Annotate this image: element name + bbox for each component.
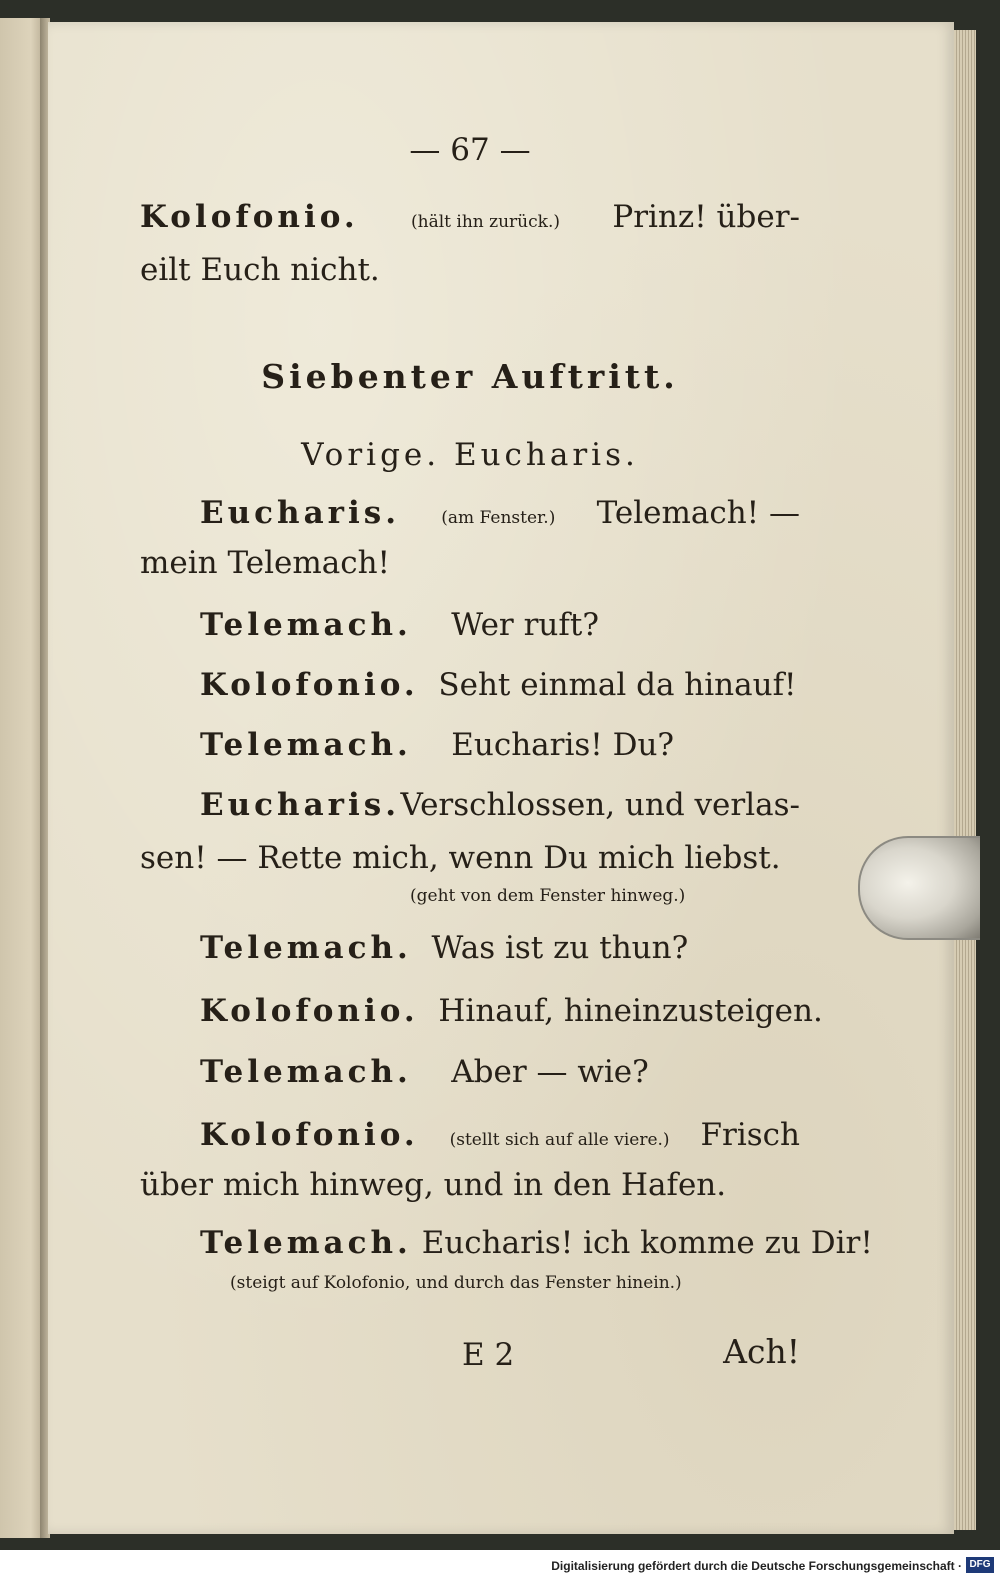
text-line-5 [200,607,860,643]
speaker-kolofonio: Kolofonio. [140,199,359,235]
funding-credit: Digitalisierung gefördert durch die Deutsche Forschungsgemeinschaft · [551,1559,962,1573]
text-line-4: mein Telemach! [140,545,391,581]
text-line-8 [200,787,800,823]
speaker-eucharis: Eucharis. [200,495,401,531]
scene-title: Siebenter Auftritt. [261,357,679,396]
signature-mark: E 2 [462,1337,515,1373]
speaker-kolofonio: Kolofonio. [200,1117,419,1153]
text-line-11 [200,993,860,1029]
dialogue: Eucharis! Du? [451,727,675,763]
text-line-12 [200,1054,860,1090]
speaker-telemach: Telemach. [200,1054,412,1090]
stage-direction: (geht von dem Fenster hinweg.) [410,886,686,906]
dialogue: Was ist zu thun? [431,930,689,966]
dialogue: Hinauf, hineinzusteigen. [438,993,823,1029]
stage-direction: (steigt auf Kolofonio, und durch das Fenster hinein.) [230,1273,682,1293]
dialogue: Eucharis! ich komme zu Dir! [421,1225,873,1261]
dialogue: Aber — wie? [451,1054,649,1090]
text-line-14: über mich hinweg, und in den Hafen. [140,1167,727,1203]
dialogue: Seht einmal da hinauf! [438,667,797,703]
speaker-kolofonio: Kolofonio. [200,667,419,703]
page-clip [858,836,980,940]
speaker-telemach: Telemach. [200,727,412,763]
catchword: Ach! [723,1332,800,1371]
dfg-logo: DFG [966,1557,994,1573]
text-line-2: eilt Euch nicht. [140,252,380,288]
text-line-6 [200,667,860,703]
speaker-kolofonio: Kolofonio. [200,993,419,1029]
dialogue: Prinz! über- [612,199,800,235]
text-line-7 [200,727,860,763]
speaker-telemach: Telemach. [200,607,412,643]
page-edges [954,30,976,1530]
text-line-3 [200,495,800,531]
text-line-10 [200,930,860,966]
stage-direction: (am Fenster.) [441,508,556,528]
dialogue: Verschlossen, und verlas- [400,787,800,823]
scene-persons: Vorige. Eucharis. [301,437,639,473]
speaker-eucharis: Eucharis. [200,787,401,823]
dialogue: Wer ruft? [451,607,599,643]
text-line-13 [200,1117,800,1153]
book-page [48,22,954,1534]
dialogue: Frisch [700,1117,800,1153]
text-line-15 [200,1225,873,1261]
speaker-telemach: Telemach. [200,930,412,966]
speaker-telemach: Telemach. [200,1225,412,1261]
text-line-9: sen! — Rette mich, wenn Du mich liebst. [140,840,781,876]
dialogue: Telemach! — [596,495,800,531]
left-page-edge [0,18,44,1538]
stage-direction: (stellt sich auf alle viere.) [449,1130,670,1150]
stage-direction: (hält ihn zurück.) [411,212,560,232]
page-number: — 67 — [409,132,531,168]
text-line-1 [140,199,800,235]
